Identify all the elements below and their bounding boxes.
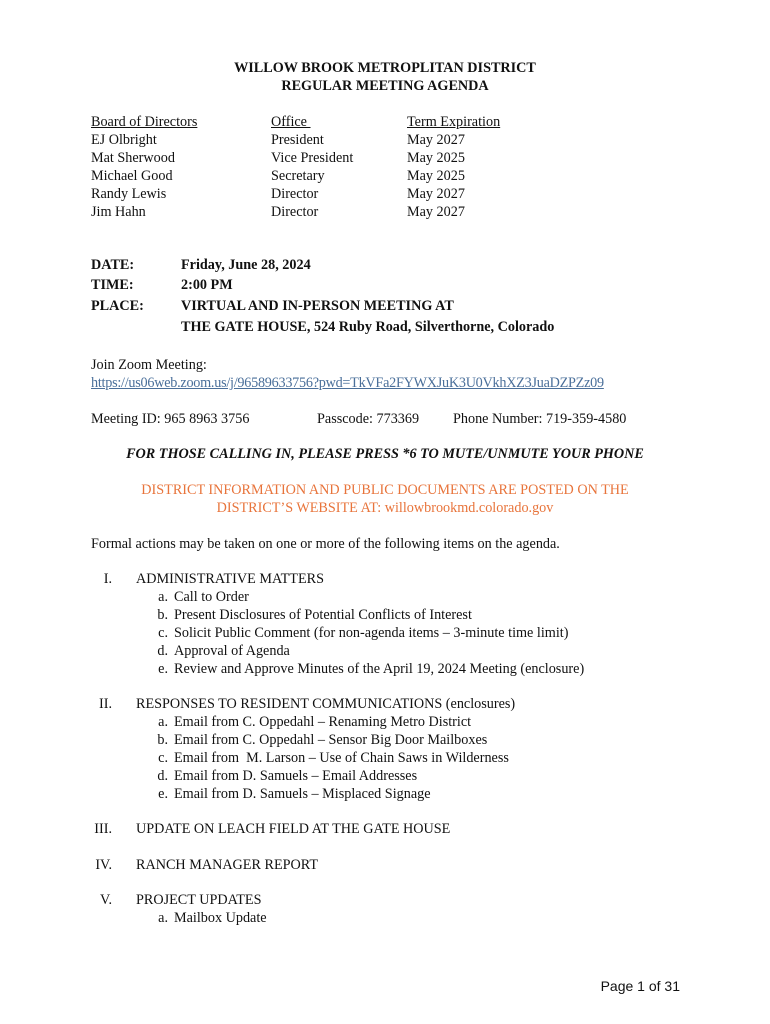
list-item: a. Mailbox Update <box>158 910 267 926</box>
member-name: EJ Olbright <box>91 132 157 148</box>
office-header: Office <box>271 114 311 130</box>
board-header: Board of Directors <box>91 114 198 130</box>
term-header: Term Expiration <box>407 114 501 130</box>
section-items <box>142 588 584 678</box>
place-label: PLACE: <box>91 298 144 314</box>
zoom-label: Join Zoom Meeting: <box>91 357 207 373</box>
passcode: Passcode: 773369 <box>317 411 420 427</box>
member-name: Mat Sherwood <box>91 150 175 166</box>
page-number: Page 1 of 31 <box>600 978 680 994</box>
district-title: WILLOW BROOK METROPLITAN DISTRICT <box>234 60 536 76</box>
list-item: b. Present Disclosures of Potential Conflicts of Interest <box>157 607 472 623</box>
meeting-id: Meeting ID: 965 8963 3756 <box>91 411 250 427</box>
member-office: Secretary <box>271 168 325 184</box>
member-term: May 2025 <box>407 150 465 166</box>
date-label: DATE: <box>91 257 135 273</box>
member-name: Michael Good <box>91 168 173 184</box>
list-item: e. Email from D. Samuels – Misplaced Signage <box>158 786 431 802</box>
section-number: I. <box>103 571 112 587</box>
section-number: II. <box>99 696 112 712</box>
time-value: 2:00 PM <box>181 277 233 293</box>
place-line-1: VIRTUAL AND IN-PERSON MEETING AT <box>181 298 454 314</box>
member-term: May 2025 <box>407 168 465 184</box>
member-office: Director <box>271 186 319 202</box>
section-items <box>142 909 267 927</box>
member-office: Director <box>271 204 319 220</box>
member-term: May 2027 <box>407 132 465 148</box>
zoom-link[interactable]: https://us06web.zoom.us/j/96589633756?pwd=TkVFa2FYWXJuK3U0VkhXZ3JuaDZPZz09 <box>91 375 604 391</box>
member-office: Vice President <box>271 150 354 166</box>
place-line-2: THE GATE HOUSE, 524 Ruby Road, Silverthorne, Colorado <box>181 319 555 335</box>
list-item: d. Approval of Agenda <box>157 643 290 659</box>
member-name: Jim Hahn <box>91 204 146 220</box>
section-title: ADMINISTRATIVE MATTERS <box>136 571 324 587</box>
list-item: e. Review and Approve Minutes of the April 19, 2024 Meeting (enclosure) <box>158 661 585 677</box>
section-title: PROJECT UPDATES <box>136 892 262 908</box>
list-item: c. Email from M. Larson – Use of Chain Saws in Wilderness <box>158 750 509 766</box>
agenda-title: REGULAR MEETING AGENDA <box>281 78 489 94</box>
time-label: TIME: <box>91 277 134 293</box>
section-title: RESPONSES TO RESIDENT COMMUNICATIONS (enclosures) <box>136 696 516 712</box>
member-term: May 2027 <box>407 186 465 202</box>
board-office-column <box>271 113 353 221</box>
board-term-column <box>407 113 500 221</box>
mute-notice: FOR THOSE CALLING IN, PLEASE PRESS *6 TO MUTE/UNMUTE YOUR PHONE <box>126 446 644 462</box>
list-item: d. Email from D. Samuels – Email Addresses <box>157 768 418 784</box>
list-item: c. Solicit Public Comment (for non-agenda items – 3-minute time limit) <box>158 625 569 641</box>
section-number: III. <box>94 821 112 837</box>
section-title: UPDATE ON LEACH FIELD AT THE GATE HOUSE <box>136 821 451 837</box>
section-items <box>142 713 509 803</box>
member-name: Randy Lewis <box>91 186 167 202</box>
section-number: V. <box>100 892 112 908</box>
website-notice-line-1: DISTRICT INFORMATION AND PUBLIC DOCUMENTS ARE POSTED ON THE <box>141 482 629 498</box>
list-item: a. Call to Order <box>158 589 249 605</box>
section-number: IV. <box>95 857 112 873</box>
member-term: May 2027 <box>407 204 465 220</box>
board-names-column <box>91 113 197 221</box>
formal-actions-note: Formal actions may be taken on one or more of the following items on the agenda. <box>91 536 560 552</box>
section-title: RANCH MANAGER REPORT <box>136 857 319 873</box>
member-office: President <box>271 132 324 148</box>
list-item: b. Email from C. Oppedahl – Sensor Big Door Mailboxes <box>157 732 488 748</box>
list-item: a. Email from C. Oppedahl – Renaming Metro District <box>158 714 472 730</box>
phone-number: Phone Number: 719-359-4580 <box>453 411 627 427</box>
website-notice-line-2: DISTRICT’S WEBSITE AT: willowbrookmd.colorado.gov <box>216 500 554 516</box>
date-value: Friday, June 28, 2024 <box>181 257 311 273</box>
